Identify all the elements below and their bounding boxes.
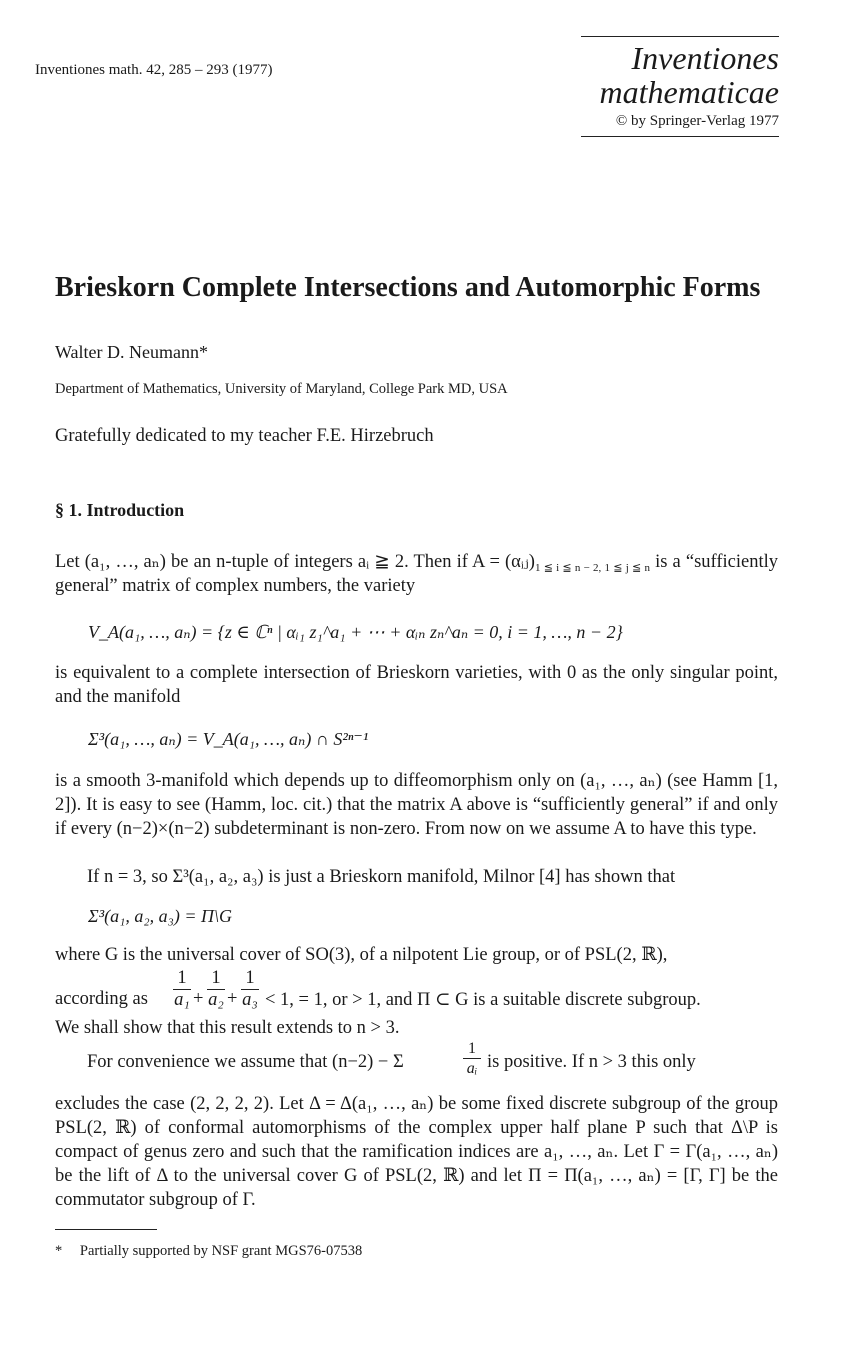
citation: Inventiones math. 42, 285 – 293 (1977) xyxy=(35,62,273,78)
plus-sign-1: + xyxy=(193,989,204,1009)
matrix-index-range: 1 ≦ i ≦ n − 2, 1 ≦ j ≦ n xyxy=(534,562,650,574)
fraction-2-num: 1 xyxy=(211,968,221,988)
plus-sign-2: + xyxy=(227,989,238,1009)
equation-milnor: Σ³(a₁, a₂, a₃) = Π\G xyxy=(88,906,232,926)
paragraph-6-text-cont: < 1, = 1, or > 1, and Π ⊂ G is a suitable discrete subgroup. xyxy=(265,990,701,1010)
footnote-rule xyxy=(55,1229,157,1230)
paragraph-8-text-cont: is positive. If n > 3 this only xyxy=(487,1052,696,1072)
sum-fraction-num: 1 xyxy=(468,1040,476,1057)
masthead-top-rule xyxy=(581,36,779,37)
footnote-mark: * xyxy=(55,1243,63,1259)
paragraph-9: excludes the case (2, 2, 2, 2). Let Δ = Δ(a₁, …, aₙ) be some fixed discrete subgroup of the group PSL(2, ℝ) of conformal automorphisms of the complex upper half plane P such that Δ\P is compact of genus zero and such that the ramification indices are a₁, …, aₙ. Let Γ = Γ(a₁, …, aₙ) be the lift of Δ to the universal cover G of PSL(2, ℝ) and let Π = Π(a₁, …, aₙ) = [Γ, Γ] be the commutator subgroup of Γ. xyxy=(55,1094,778,1210)
fraction-1-den: a₁ xyxy=(174,990,190,1010)
masthead-bottom-rule xyxy=(581,136,779,137)
journal-name-line2: mathematicae xyxy=(599,74,779,110)
fraction-3 xyxy=(241,968,259,1011)
fraction-1 xyxy=(173,968,191,1011)
paragraph-6 xyxy=(55,968,778,1016)
fraction-3-den: a₃ xyxy=(242,990,258,1010)
fraction-1-num: 1 xyxy=(177,968,187,988)
paragraph-7: We shall show that this result extends to n > 3. xyxy=(55,1018,400,1038)
paragraph-6-text: according as xyxy=(55,989,148,1009)
fraction-3-num: 1 xyxy=(245,968,255,988)
sum-fraction xyxy=(463,1040,481,1079)
journal-name-line1: Inventiones xyxy=(631,40,779,76)
footnote-text: Partially supported by NSF grant MGS76-07538 xyxy=(79,1243,363,1259)
author: Walter D. Neumann* xyxy=(55,342,208,362)
equation-manifold: Σ³(a₁, …, aₙ) = V_A(a₁, …, aₙ) ∩ S²ⁿ⁻¹ xyxy=(88,729,369,749)
equation-variety: V_A(a₁, …, aₙ) = {z ∈ ℂⁿ | αᵢ₁ z₁^a₁ + ⋯ + αᵢₙ zₙ^aₙ = 0, i = 1, …, n − 2} xyxy=(88,622,623,642)
paragraph-1-text-cont: is a “sufficiently general” matrix of complex numbers, the variety xyxy=(55,552,778,596)
paragraph-8 xyxy=(55,1040,778,1086)
section-heading: § 1. Introduction xyxy=(55,500,185,520)
paragraph-2: is equivalent to a complete intersection of Brieskorn varieties, with 0 as the only singular point, and the manifold xyxy=(55,663,778,707)
paragraph-8-text: For convenience we assume that (n−2) − Σ xyxy=(87,1052,404,1072)
affiliation: Department of Mathematics, University of Maryland, College Park MD, USA xyxy=(55,381,508,397)
paragraph-3: is a smooth 3-manifold which depends up to diffeomorphism only on (a₁, …, aₙ) (see Hamm [1, 2]). It is easy to see (Hamm, loc. cit.) that the matrix A above is “sufficiently general” if and only if every (n−2)×(n−2) subdeterminant is non-zero. From now on we assume A to have this type. xyxy=(55,771,778,839)
paragraph-1 xyxy=(55,550,778,598)
footnote xyxy=(55,1243,362,1260)
fraction-2-den: a₂ xyxy=(208,990,224,1010)
paper-title: Brieskorn Complete Intersections and Automorphic Forms xyxy=(55,272,761,303)
journal-masthead xyxy=(579,36,779,137)
paragraph-1-text: Let (a₁, …, aₙ) be an n-tuple of integers aᵢ ≧ 2. Then if A = (αᵢⱼ) xyxy=(55,552,535,572)
sum-fraction-den: aᵢ xyxy=(463,1058,481,1079)
paragraph-4: If n = 3, so Σ³(a₁, a₂, a₃) is just a Brieskorn manifold, Milnor [4] has shown that xyxy=(87,867,676,887)
fraction-2 xyxy=(207,968,225,1011)
publisher-copyright: © by Springer-Verlag 1977 xyxy=(615,113,779,129)
paragraph-5: where G is the universal cover of SO(3), of a nilpotent Lie group, or of PSL(2, ℝ), xyxy=(55,945,668,965)
dedication: Gratefully dedicated to my teacher F.E. Hirzebruch xyxy=(55,426,434,446)
